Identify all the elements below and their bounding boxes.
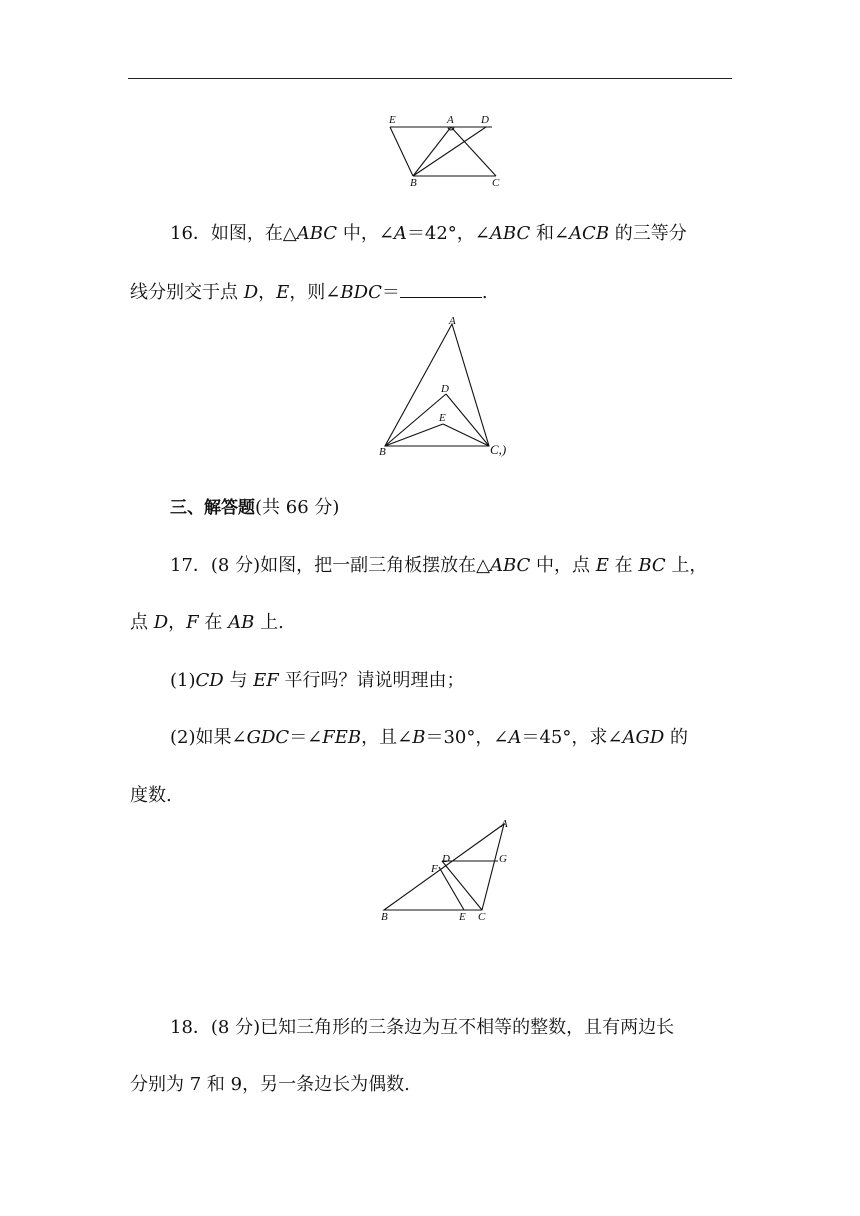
section-score-note: (共 66 分) (255, 497, 340, 518)
q17-text: 17．(8 分)如图，把一副三角板摆放在△ (170, 555, 490, 576)
q17-text: 上， (665, 555, 708, 576)
figure-set-squares (374, 812, 524, 927)
q17-text: 在 (198, 612, 229, 633)
fig2-label-b: B (379, 446, 386, 458)
q17-var-bc: BC (638, 555, 666, 576)
q17-var-b: B (412, 727, 426, 748)
q16-number: 16． (170, 223, 211, 244)
q16-text: 中，∠ (337, 223, 394, 244)
header-rule (128, 78, 732, 79)
fig2-label-a: A (449, 315, 456, 327)
q17-text: ， (168, 612, 187, 633)
fig3-label-e: E (459, 911, 466, 923)
q17-var-gdc: GDC (246, 727, 290, 748)
fig2-label-c: C,) (490, 442, 507, 457)
q17-part2 (170, 724, 732, 752)
q16-var-bdc: BDC (340, 282, 382, 303)
q17-var-feb: FEB (322, 727, 362, 748)
fig1-line-bd (413, 127, 486, 176)
q16-text: ，则∠ (289, 282, 341, 303)
q17-text: ，且∠ (361, 727, 413, 748)
fig3-label-g: G (499, 853, 507, 865)
fig1-label-b: B (410, 177, 417, 189)
q17-var-agd: AGD (622, 727, 665, 748)
q16-text: 如图，在△ (210, 223, 297, 244)
q18-text: 分别为 7 和 9，另一条边长为偶数. (130, 1074, 410, 1095)
q17-var-d: D (153, 612, 169, 633)
q17-text: 中，点 (530, 555, 596, 576)
q17-line1 (170, 552, 732, 580)
fig2-label-e: E (439, 412, 446, 424)
q17-text: ＝∠ (289, 727, 323, 748)
q17-line2 (130, 609, 732, 637)
q17-var-cd: CD (195, 670, 224, 691)
fig1-label-a: A (447, 114, 454, 126)
q16-text: ＝42°，∠ (406, 223, 490, 244)
q17-text: 与 (223, 670, 254, 691)
fig2-line-cd (446, 394, 489, 446)
q17-var-ef: EF (253, 670, 279, 691)
q17-text: 平行吗？请说明理由； (278, 670, 465, 691)
q16-var-acb: ACB (569, 223, 610, 244)
fig1-label-c: C (492, 177, 500, 189)
q18-line1 (170, 1014, 732, 1042)
q17-var-abc: ABC (489, 555, 531, 576)
fig3-label-d: D (442, 853, 450, 865)
q16-text: . (481, 282, 488, 303)
fig1-label-e: E (389, 114, 396, 126)
q16-line2 (130, 279, 732, 307)
q17-text: 点 (130, 612, 154, 633)
fig2-label-d: D (441, 383, 449, 395)
q16-text: 和∠ (530, 223, 570, 244)
q18-line2 (130, 1071, 732, 1099)
fig1-line-ac (451, 127, 496, 176)
fig1-line-eb (390, 127, 413, 176)
q17-text: 度数. (130, 785, 172, 806)
q17-text: 在 (608, 555, 639, 576)
q17-var-a: A (508, 727, 522, 748)
q17-var-e: E (595, 555, 609, 576)
q18-text: 18．(8 分)已知三角形的三条边为互不相等的整数，且有两边长 (170, 1017, 675, 1038)
q16-text: ＝ (381, 282, 400, 303)
fig2-line-ce (443, 424, 489, 446)
fig2-line-bd (385, 394, 446, 446)
fig3-label-a: A (501, 818, 508, 830)
section-title (170, 494, 732, 522)
q17-text: 上. (254, 612, 284, 633)
q16-text: 的三等分 (609, 223, 687, 244)
q17-text: (1) (170, 670, 196, 691)
answer-blank[interactable] (400, 279, 482, 298)
q16-var-abc: ABC (489, 223, 531, 244)
fig1-line-ab (413, 127, 451, 176)
q17-text: ＝45°，求∠ (521, 727, 623, 748)
section-title-text: 三、解答题 (170, 498, 255, 518)
figure-trapezoid (380, 110, 510, 190)
fig3-label-b: B (381, 911, 388, 923)
fig3-label-f: F (431, 863, 438, 875)
q17-text: 的 (664, 727, 689, 748)
fig3-label-c: C (478, 911, 486, 923)
fig2-line-be (385, 424, 443, 446)
q16-var-a: A (393, 223, 407, 244)
q17-part1 (170, 667, 732, 695)
q16-line1 (170, 220, 732, 248)
q17-var-ab: AB (228, 612, 255, 633)
q17-line-end (130, 782, 732, 810)
figure-triangle-trisectors (370, 312, 520, 462)
fig3-triangle-abc (384, 824, 504, 910)
fig1-label-d: D (481, 114, 489, 126)
q17-var-f: F (186, 612, 199, 633)
q17-text: (2)如果∠ (170, 727, 247, 748)
q16-text: ， (258, 282, 277, 303)
fig3-line-dc (442, 861, 482, 910)
q16-var-e: E (276, 282, 290, 303)
q16-var-d: D (243, 282, 259, 303)
q17-text: ＝30°，∠ (425, 727, 509, 748)
q16-var-abc: ABC (296, 223, 338, 244)
q16-text: 线分别交于点 (130, 282, 244, 303)
